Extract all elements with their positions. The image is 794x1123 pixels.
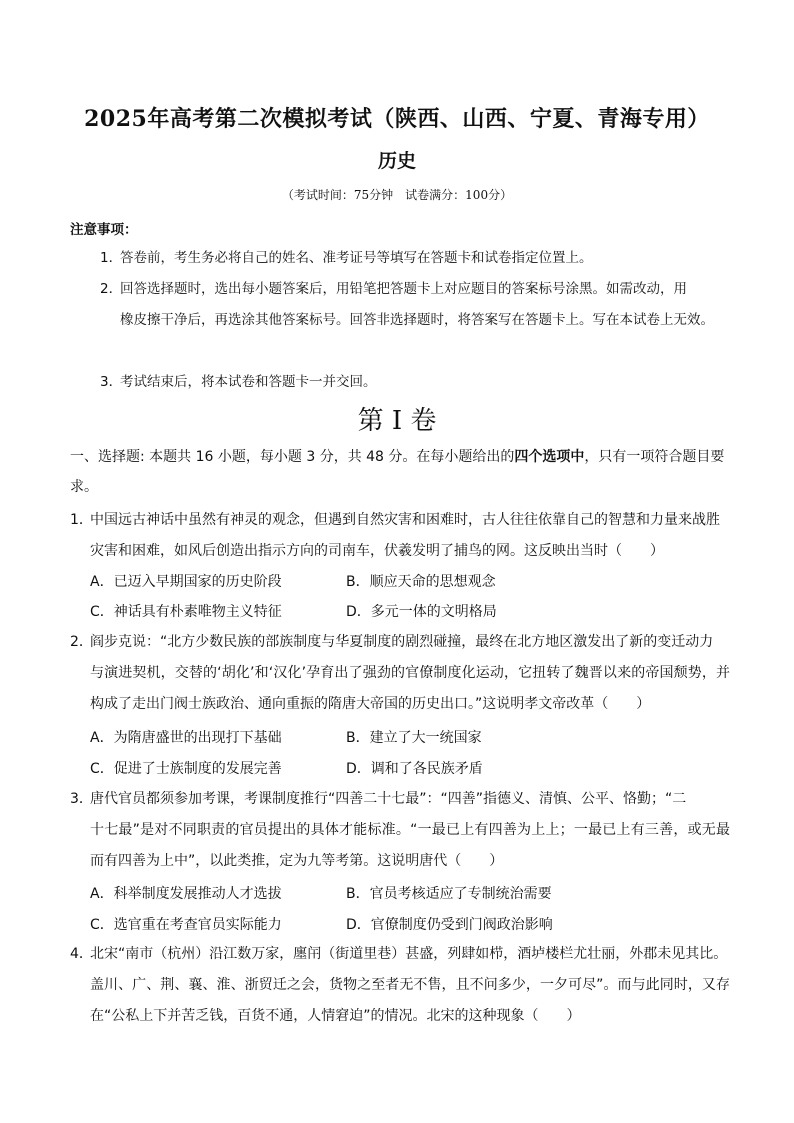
question-number: 1．	[70, 512, 93, 528]
question-stem: 阎步克说：“北方少数民族的部族制度与华夏制度的剧烈碰撞，最终在北方地区激发出了新的变迁动力	[90, 634, 714, 650]
subject-title: 历史	[377, 150, 416, 172]
option-b[interactable]: B．建立了大一统国家	[346, 730, 482, 746]
option-c[interactable]: C．选官重在考查官员实际能力	[90, 917, 282, 933]
notice-item-text: 考试结束后，将本试卷和答题卡一并交回。	[120, 374, 377, 390]
section-text-emphasis: 四个选项中	[514, 449, 585, 465]
question-stem: 北宋“南市（杭州）沿江数万家，廛闬（街道里巷）甚盛，列肆如栉，酒垆楼栏尤壮丽，外郡未见其比。	[90, 946, 728, 962]
question-stem-continuation: 盖川、广、荆、襄、淮、浙贸迁之会，货物之至者无不售，且不问多少，一夕可尽”。而与此同时，又存在“公私上下并苦乏钱，百货不通，人情窘迫”的情况。北宋的这种现象（ ）	[90, 977, 730, 1024]
question-stem-continuation: 十七最”是对不同职责的官员提出的具体才能标准。“一最已上有四善为上上；一最已上有三善，或无最而有四善为上中”，以此类推，定为九等考第。这说明唐代（ ）	[90, 822, 730, 869]
notice-item	[100, 367, 725, 398]
section-text-suffix: ，只有一项符合题目要求。	[70, 449, 725, 495]
question-stem: 唐代官员都须参加考课，考课制度推行“四善二十七最”：“四善”指德义、清慎、公平、恪勤；“二	[90, 791, 687, 807]
notice-heading: 注意事项：	[70, 222, 138, 238]
question-number: 2．	[70, 634, 93, 650]
option-d[interactable]: D．官僚制度仍受到门阀政治影响	[346, 917, 553, 933]
option-b[interactable]: B．顺应天命的思想观念	[346, 574, 496, 590]
question-3	[70, 784, 730, 877]
question-2	[70, 627, 730, 720]
question-stem-continuation: 灾害和困难，如风后创造出指示方向的司南车，伏羲发明了捕鸟的网。这反映出当时（ ）	[90, 543, 664, 559]
question-4	[70, 939, 730, 1032]
option-b[interactable]: B．官员考核适应了专制统治需要	[346, 886, 552, 902]
question-1	[70, 505, 730, 567]
question-number: 4．	[70, 946, 93, 962]
volume-title: 第 I 卷	[357, 406, 437, 436]
notice-item	[100, 274, 725, 336]
notice-item-number: 1．	[100, 250, 123, 266]
notice-item	[100, 243, 725, 274]
exam-title: 2025年高考第二次模拟考试（陕西、山西、宁夏、青海专用）	[84, 106, 710, 132]
notice-item-text: 回答选择题时，选出每小题答案后，用铅笔把答题卡上对应题目的答案标号涂黑。如需改动，用	[120, 281, 687, 297]
question-number: 3．	[70, 791, 93, 807]
option-a[interactable]: A．为隋唐盛世的出现打下基础	[90, 730, 282, 746]
notice-item-number: 2．	[100, 281, 123, 297]
option-c[interactable]: C．促进了士族制度的发展完善	[90, 761, 282, 777]
option-a[interactable]: A．已迈入早期国家的历史阶段	[90, 574, 282, 590]
notice-item-continuation: 橡皮擦干净后，再选涂其他答案标号。回答非选择题时，将答案写在答题卡上。写在本试卷上无效。	[120, 312, 714, 328]
question-stem-continuation: 与演进契机，交替的‘胡化’和‘汉化’孕育出了强劲的官僚制度化运动，它扭转了魏晋以来的帝国颓势，并构成了走出门阀士族政治、通向重振的隋唐大帝国的历史出口。”这说明孝文帝改革（ ）	[90, 665, 730, 712]
option-a[interactable]: A．科举制度发展推动人才选拔	[90, 886, 282, 902]
notice-item-text: 答卷前，考生务必将自己的姓名、准考证号等填写在答题卡和试卷指定位置上。	[120, 250, 593, 266]
section-text-prefix: 一、选择题: 本题共 16 小题，每小题 3 分，共 48 分。在每小题给出的	[70, 449, 515, 465]
exam-info: （考试时间：75分钟 试卷满分：100分）	[281, 188, 513, 202]
notice-item-number: 3．	[100, 374, 123, 390]
option-c[interactable]: C．神话具有朴素唯物主义特征	[90, 604, 282, 620]
option-d[interactable]: D．多元一体的文明格局	[346, 604, 497, 620]
option-d[interactable]: D．调和了各民族矛盾	[346, 761, 483, 777]
question-stem: 中国远古神话中虽然有神灵的观念，但遇到自然灾害和困难时，古人往往依靠自己的智慧和力量来战胜	[90, 512, 720, 528]
section-instructions	[70, 442, 725, 502]
